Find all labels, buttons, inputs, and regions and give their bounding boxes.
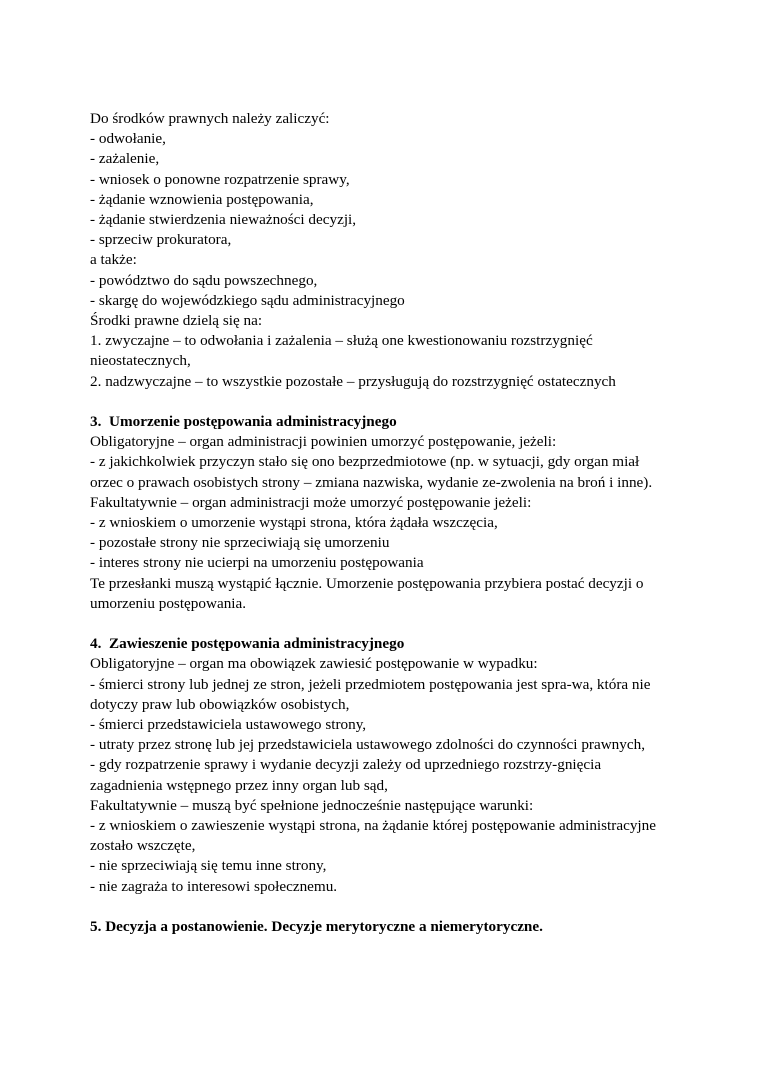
intro-text-line: Do środków prawnych należy zaliczyć: xyxy=(90,110,330,127)
section-4-title: Zawieszenie postępowania administracyjnego xyxy=(108,635,405,653)
spacer xyxy=(90,897,675,917)
intro-text-line: - zażalenie, xyxy=(90,150,160,168)
intro-text-line: nieostatecznych, xyxy=(90,352,191,370)
intro-text-line: - powództwo do sądu powszechnego, xyxy=(90,271,318,289)
section-3-text-line: orzec o prawach osobistych strony – zmiana nazwiska, wydanie ze-zwolenia na broń i inne). xyxy=(90,473,653,491)
intro-block xyxy=(90,109,675,392)
intro-text-line: a także: xyxy=(90,251,137,269)
intro-text-line: - wniosek o ponowne rozpatrzenie sprawy, xyxy=(90,170,350,188)
section-3-text-line: - z jakichkolwiek przyczyn stało się ono bezprzedmiotowe (np. w sytuacji, gdy organ miał xyxy=(90,453,640,471)
intro-text-line: - odwołanie, xyxy=(90,130,166,148)
section-4-number: 4. xyxy=(90,635,102,653)
intro-text-line: - żądanie wznowienia postępowania, xyxy=(90,190,314,208)
intro-text-line: - sprzeciw prokuratora, xyxy=(90,231,232,249)
section-4-text-line: - z wnioskiem o zawieszenie wystąpi strona, na żądanie której postępowanie administracyjne xyxy=(90,817,656,835)
section-4-text-line: zostało wszczęte, xyxy=(90,837,196,855)
section-4-text-line: dotyczy praw lub obowiązków osobistych, xyxy=(90,695,350,713)
section-4-text-line: zagadnienia wstępnego przez inny organ lub sąd, xyxy=(90,776,388,794)
section-4-body xyxy=(90,654,675,896)
section-4-text-line: Obligatoryjne – organ ma obowiązek zawiesić postępowanie w wypadku: xyxy=(90,655,538,673)
section-4-text-line: Fakultatywnie – muszą być spełnione jednocześnie następujące warunki: xyxy=(90,796,534,814)
section-5-heading: 5. Decyzja a postanowienie. Decyzje merytoryczne a niemerytoryczne. xyxy=(90,918,543,936)
section-3-text-line: - z wnioskiem o umorzenie wystąpi strona, która żądała wszczęcia, xyxy=(90,514,498,532)
document-body xyxy=(90,109,675,937)
spacer xyxy=(90,392,675,412)
section-4-text-line: - gdy rozpatrzenie sprawy i wydanie decyzji zależy od uprzedniego rozstrzy-gnięcia xyxy=(90,756,602,774)
spacer xyxy=(90,614,675,634)
section-3-text-line: - pozostałe strony nie sprzeciwiają się umorzeniu xyxy=(90,534,390,552)
section-4-text-line: - nie zagraża to interesowi społecznemu. xyxy=(90,877,338,895)
intro-text-line: - żądanie stwierdzenia nieważności decyzji, xyxy=(90,211,357,229)
section-4-text-line: - nie sprzeciwiają się temu inne strony, xyxy=(90,857,327,875)
section-4-heading xyxy=(90,634,675,654)
section-4-text-line: - utraty przez stronę lub jej przedstawiciela ustawowego zdolności do czynności prawnych, xyxy=(90,736,645,754)
section-4-text-line: - śmierci strony lub jednej ze stron, jeżeli przedmiotem postępowania jest spra-wa, która nie xyxy=(90,675,651,693)
section-3-title: Umorzenie postępowania administracyjnego xyxy=(108,413,397,431)
section-3-heading xyxy=(90,412,675,432)
section-3-text-line: umorzeniu postępowania. xyxy=(90,594,247,612)
section-3-number: 3. xyxy=(90,413,102,431)
section-4-text-line: - śmierci przedstawiciela ustawowego strony, xyxy=(90,716,367,734)
section-3-text-line: Fakultatywnie – organ administracji może umorzyć postępowanie jeżeli: xyxy=(90,493,532,511)
intro-text-line: Środki prawne dzielą się na: xyxy=(90,312,263,330)
section-3-text-line: Obligatoryjne – organ administracji powinien umorzyć postępowanie, jeżeli: xyxy=(90,433,557,451)
section-3-text-line: - interes strony nie ucierpi na umorzeniu postępowania xyxy=(90,554,424,572)
intro-text-line: 1. zwyczajne – to odwołania i zażalenia – służą one kwestionowaniu rozstrzygnięć xyxy=(90,332,593,350)
section-3-text-line: Te przesłanki muszą wystąpić łącznie. Umorzenie postępowania przybiera postać decyzji o xyxy=(90,574,644,592)
intro-text-line: 2. nadzwyczajne – to wszystkie pozostałe – przysługują do rozstrzygnięć ostatecznych xyxy=(90,372,616,390)
intro-text-line: - skargę do wojewódzkiego sądu administracyjnego xyxy=(90,291,405,309)
section-3-body xyxy=(90,432,675,614)
